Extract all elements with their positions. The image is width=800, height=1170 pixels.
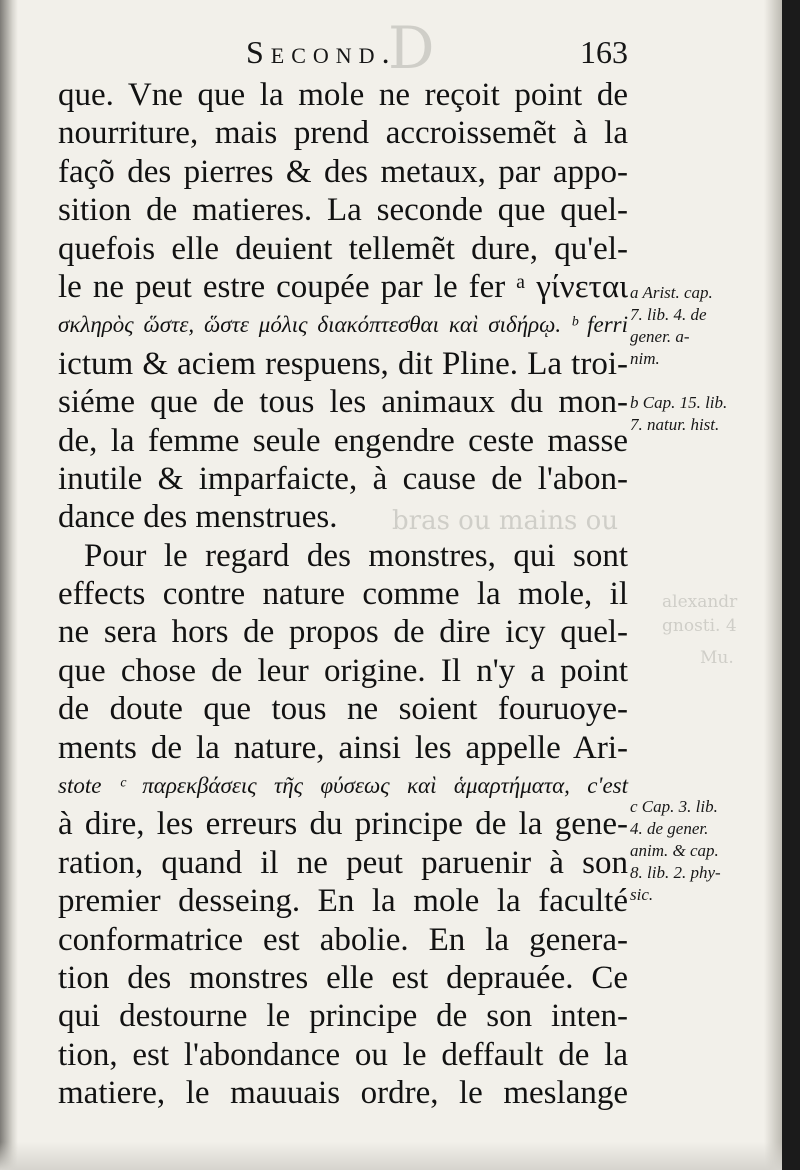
text-line: quefois elle deuient tellemẽt dure, qu'el- <box>58 230 628 267</box>
margin-note-c <box>630 796 780 906</box>
text-line: siéme que de tous les animaux du mon- <box>58 384 628 421</box>
margin-note-line: 7. lib. 4. de <box>630 305 707 324</box>
text-line: matiere, le mauuais ordre, le meslange <box>58 1075 628 1112</box>
bleed-through-text: alexandr <box>662 592 738 612</box>
text-line: façõ des pierres & des metaux, par appo- <box>58 153 628 190</box>
text-line: que. Vne que la mole ne reçoit point de <box>58 77 628 113</box>
text-line: premier desseing. En la mole la faculté <box>58 883 628 920</box>
text-line: ictum & aciem respuens, dit Pline. La troi- <box>58 345 628 382</box>
text-line: inutile & imparfaicte, à cause de l'abon- <box>58 460 628 497</box>
page-bottom-shade <box>0 1142 782 1170</box>
text-line: sition de matieres. La seconde que quel- <box>58 192 628 229</box>
gutter-shadow <box>0 0 18 1170</box>
margin-note-line: anim. & cap. <box>630 841 719 860</box>
margin-note-line: 8. lib. 2. phy- <box>630 863 721 882</box>
bleed-through-text: Mu. <box>700 648 734 668</box>
margin-note-line: 7. natur. hist. <box>630 415 720 434</box>
text-line: de, la femme seule engendre ceste masse <box>58 422 628 459</box>
body-text <box>58 76 628 1113</box>
page-header <box>58 30 628 74</box>
margin-note-b <box>630 392 780 436</box>
margin-note-line: sic. <box>630 885 654 904</box>
paragraph-start-line: Pour le regard des monstres, qui sont <box>84 537 628 574</box>
margin-note-line: nim. <box>630 349 660 368</box>
text-line: dance des menstrues. <box>58 499 338 536</box>
text-line: nourriture, mais prend accroissemẽt à la <box>58 115 628 152</box>
greek-quotation-line: σκληρὸς ὥστε, ὥστε μόλις διακόπτεσθαι καὶ σιδήρῳ. ᵇ ferri <box>58 312 628 338</box>
text-line: que chose de leur origine. Il n'y a point <box>58 652 628 689</box>
page-edge-shadow <box>764 0 782 1170</box>
bleed-through-text: bras ou mains ou <box>392 506 619 536</box>
text-line: de doute que tous ne soient fouruoye- <box>58 691 628 728</box>
bleed-through-letter: D <box>388 14 435 82</box>
margin-note-a <box>630 282 780 370</box>
text-line: tion des monstres elle est deprauée. Ce <box>58 959 628 996</box>
margin-note-line: b Cap. 15. lib. <box>630 393 728 412</box>
greek-quotation-line: stote ᶜ παρεκβάσεις τῆς φύσεως καὶ ἁμαρτήματα, c'est <box>58 773 628 799</box>
page-number: 163 <box>580 34 628 70</box>
running-head: Second. <box>246 34 397 70</box>
text-line: conformatrice est abolie. En la genera- <box>58 921 628 958</box>
text-line: le ne peut estre coupée par le fer ᵃ γίνεται <box>58 268 628 305</box>
text-line: effects contre nature comme la mole, il <box>58 576 628 613</box>
margin-note-line: c Cap. 3. lib. <box>630 797 718 816</box>
text-line: ments de la nature, ainsi les appelle Ari- <box>58 729 628 766</box>
text-line: tion, est l'abondance ou le deffault de la <box>58 1036 628 1073</box>
text-line: ne sera hors de propos de dire icy quel- <box>58 614 628 651</box>
margin-note-line: gener. a- <box>630 327 690 346</box>
margin-note-line: 4. de gener. <box>630 819 709 838</box>
text-line: ration, quand il ne peut paruenir à son <box>58 844 628 881</box>
margin-note-line: a Arist. cap. <box>630 283 713 302</box>
text-line: à dire, les erreurs du principe de la gene- <box>58 806 628 843</box>
bleed-through-text: gnosti. 4 <box>662 616 737 636</box>
text-line: qui destourne le principe de son inten- <box>58 998 628 1035</box>
